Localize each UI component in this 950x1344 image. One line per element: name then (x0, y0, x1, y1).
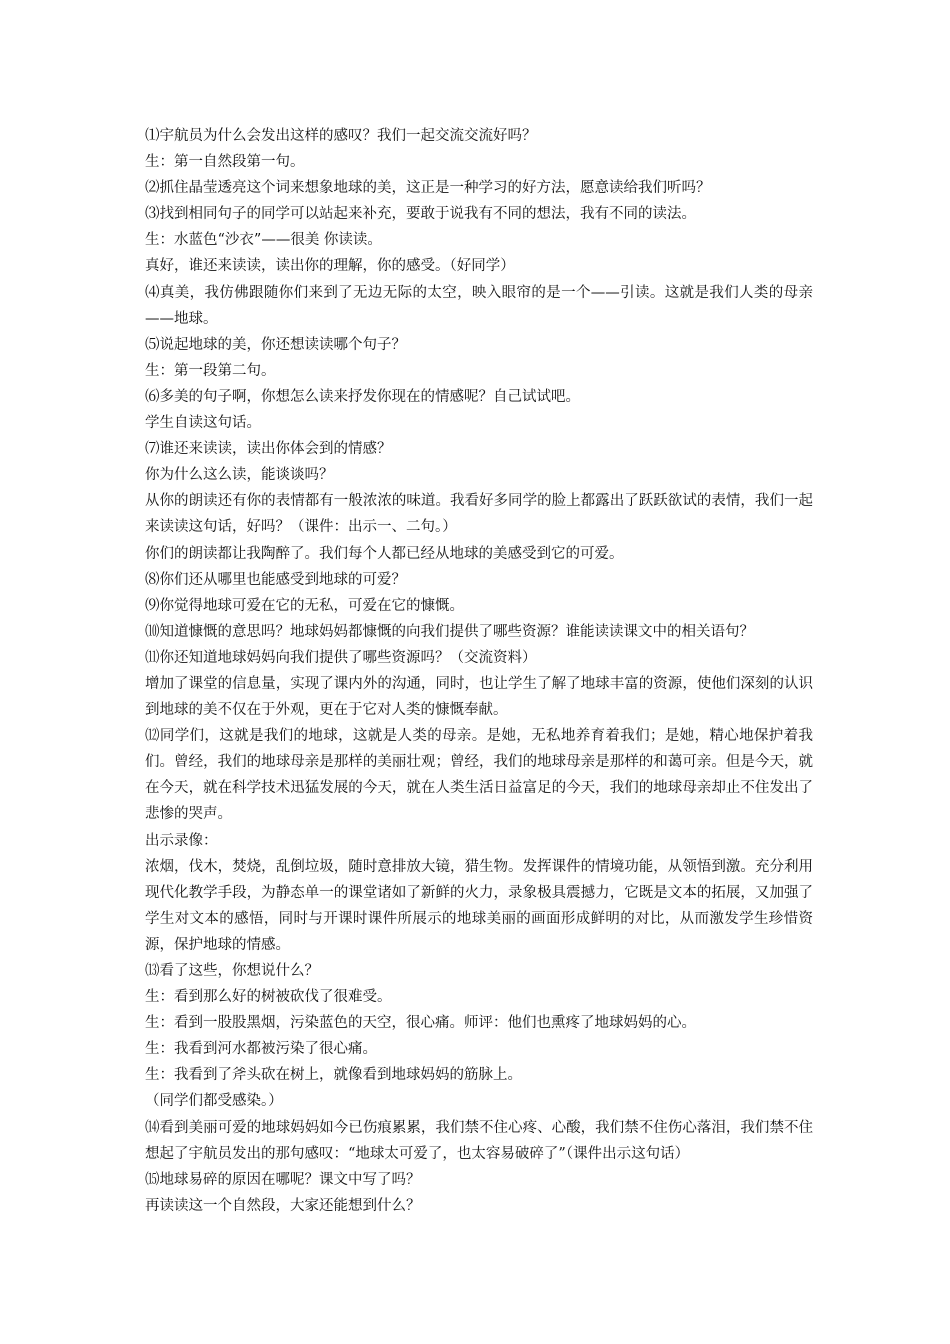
text-line: （同学们都受感染。） (145, 1093, 283, 1110)
text-line: ⑿同学们，这就是我们的地球，这就是人类的母亲。是她，无私地养育着我们；是她，精心地保护着我们。曾经，我们的地球母亲是那样的美丽壮观；曾经，我们的地球母亲是那样的和蔼可亲。但是今天，就在今天，就在科学技术迅猛发展的今天，就在人类生活日益富足的今天，我们的地球母亲却止不住发出了悲惨的哭声。 (145, 728, 813, 823)
text-line: ⒀看了这些，你想说什么？ (145, 963, 319, 979)
text-line: 浓烟，伐木，焚烧，乱倒垃圾，随时意排放大镜，猎生物。发挥课件的情境功能，从领悟到激。充分利用现代化教学手段，为静态单一的课堂诸如了新鲜的火力，录象极具震撼力，它既是文本的拓展，又加强了学生对文本的感悟，同时与开课时课件所展示的地球美丽的画面形成鲜明的对比，从而激发学生珍惜资源，保护地球的情感。 (145, 858, 813, 953)
text-line: 生：水蓝色“沙衣”——很美 你读读。 (145, 232, 382, 249)
text-line: ⑺谁还来读读，读出你体会到的情感？ (145, 441, 392, 458)
text-line: 增加了课堂的信息量，实现了课内外的沟通，同时，也让学生了解了地球丰富的资源，使他们深刻的认识到地球的美不仅在于外观，更在于它对人类的慷慨奉献。 (145, 675, 813, 719)
text-line: ⑶找到相同句子的同学可以站起来补充，要敢于说我有不同的想法，我有不同的读法。 (145, 206, 696, 223)
text-line: ⑾你还知道地球妈妈向我们提供了哪些资源吗？（交流资料） (145, 649, 537, 666)
text-line: ⑼你觉得地球可爱在它的无私，可爱在它的慷慨。 (145, 597, 464, 614)
text-line: 再读读这一个自然段，大家还能想到什么？ (145, 1197, 421, 1214)
text-line: ⑸说起地球的美，你还想读读哪个句子？ (145, 336, 406, 353)
text-line: 生：看到一股股黑烟，污染蓝色的天空，很心痛。师评：他们也熏疼了地球妈妈的心。 (145, 1015, 696, 1032)
text-line: 生：第一自然段第一句。 (145, 154, 305, 171)
text-line: 出示录像： (145, 832, 218, 849)
text-line: ⑻你们还从哪里也能感受到地球的可爱？ (145, 571, 406, 588)
text-line: 你们的朗读都让我陶醉了。我们每个人都已经从地球的美感受到它的可爱。 (145, 545, 624, 562)
text-line: 从你的朗读还有你的表情都有一般浓浓的味道。我看好多同学的脸上都露出了跃跃欲试的表情，我们一起来读读这句话，好吗？（课件：出示一、二句。） (145, 493, 813, 536)
text-line: ⑽知道慷慨的意思吗？地球妈妈都慷慨的向我们提供了哪些资源？谁能读读课文中的相关语句？ (145, 623, 754, 640)
text-line: ⒁看到美丽可爱的地球妈妈如今已伤痕累累，我们禁不住心疼、心酸，我们禁不住伤心落泪，我们禁不住想起了宇航员发出的那句感叹：“地球太可爱了，也太容易破碎了”（课件出示这句话） (145, 1119, 813, 1162)
text-line: 生：我看到河水都被污染了很心痛。 (145, 1041, 377, 1058)
text-line: ⒂地球易碎的原因在哪呢？课文中写了吗？ (145, 1171, 421, 1188)
text-line: 生：第一段第二句。 (145, 362, 276, 379)
text-line: 学生自读这句话。 (145, 415, 261, 432)
text-line: 你为什么这么读，能谈谈吗？ (145, 467, 334, 484)
text-line: ⑵抓住晶莹透亮这个词来想象地球的美，这正是一种学习的好方法，愿意读给我们听吗？ (145, 180, 711, 197)
text-line: ⑴宇航员为什么会发出这样的感叹？我们一起交流交流好吗？ (145, 128, 537, 144)
text-line: 生：看到那么好的树被砍伐了很难受。 (145, 989, 392, 1006)
document-body (145, 123, 813, 1219)
text-line: ⑹多美的句子啊，你想怎么读来抒发你现在的情感呢？自己试试吧。 (145, 388, 580, 405)
text-line: 生：我看到了斧头砍在树上，就像看到地球妈妈的筋脉上。 (145, 1067, 522, 1084)
text-line: 真好，谁还来读读，读出你的理解，你的感受。（好同学） (145, 258, 515, 275)
text-line: ⑷真美，我仿佛跟随你们来到了无边无际的太空，映入眼帘的是一个——引读。这就是我们人类的母亲——地球。 (145, 284, 813, 327)
